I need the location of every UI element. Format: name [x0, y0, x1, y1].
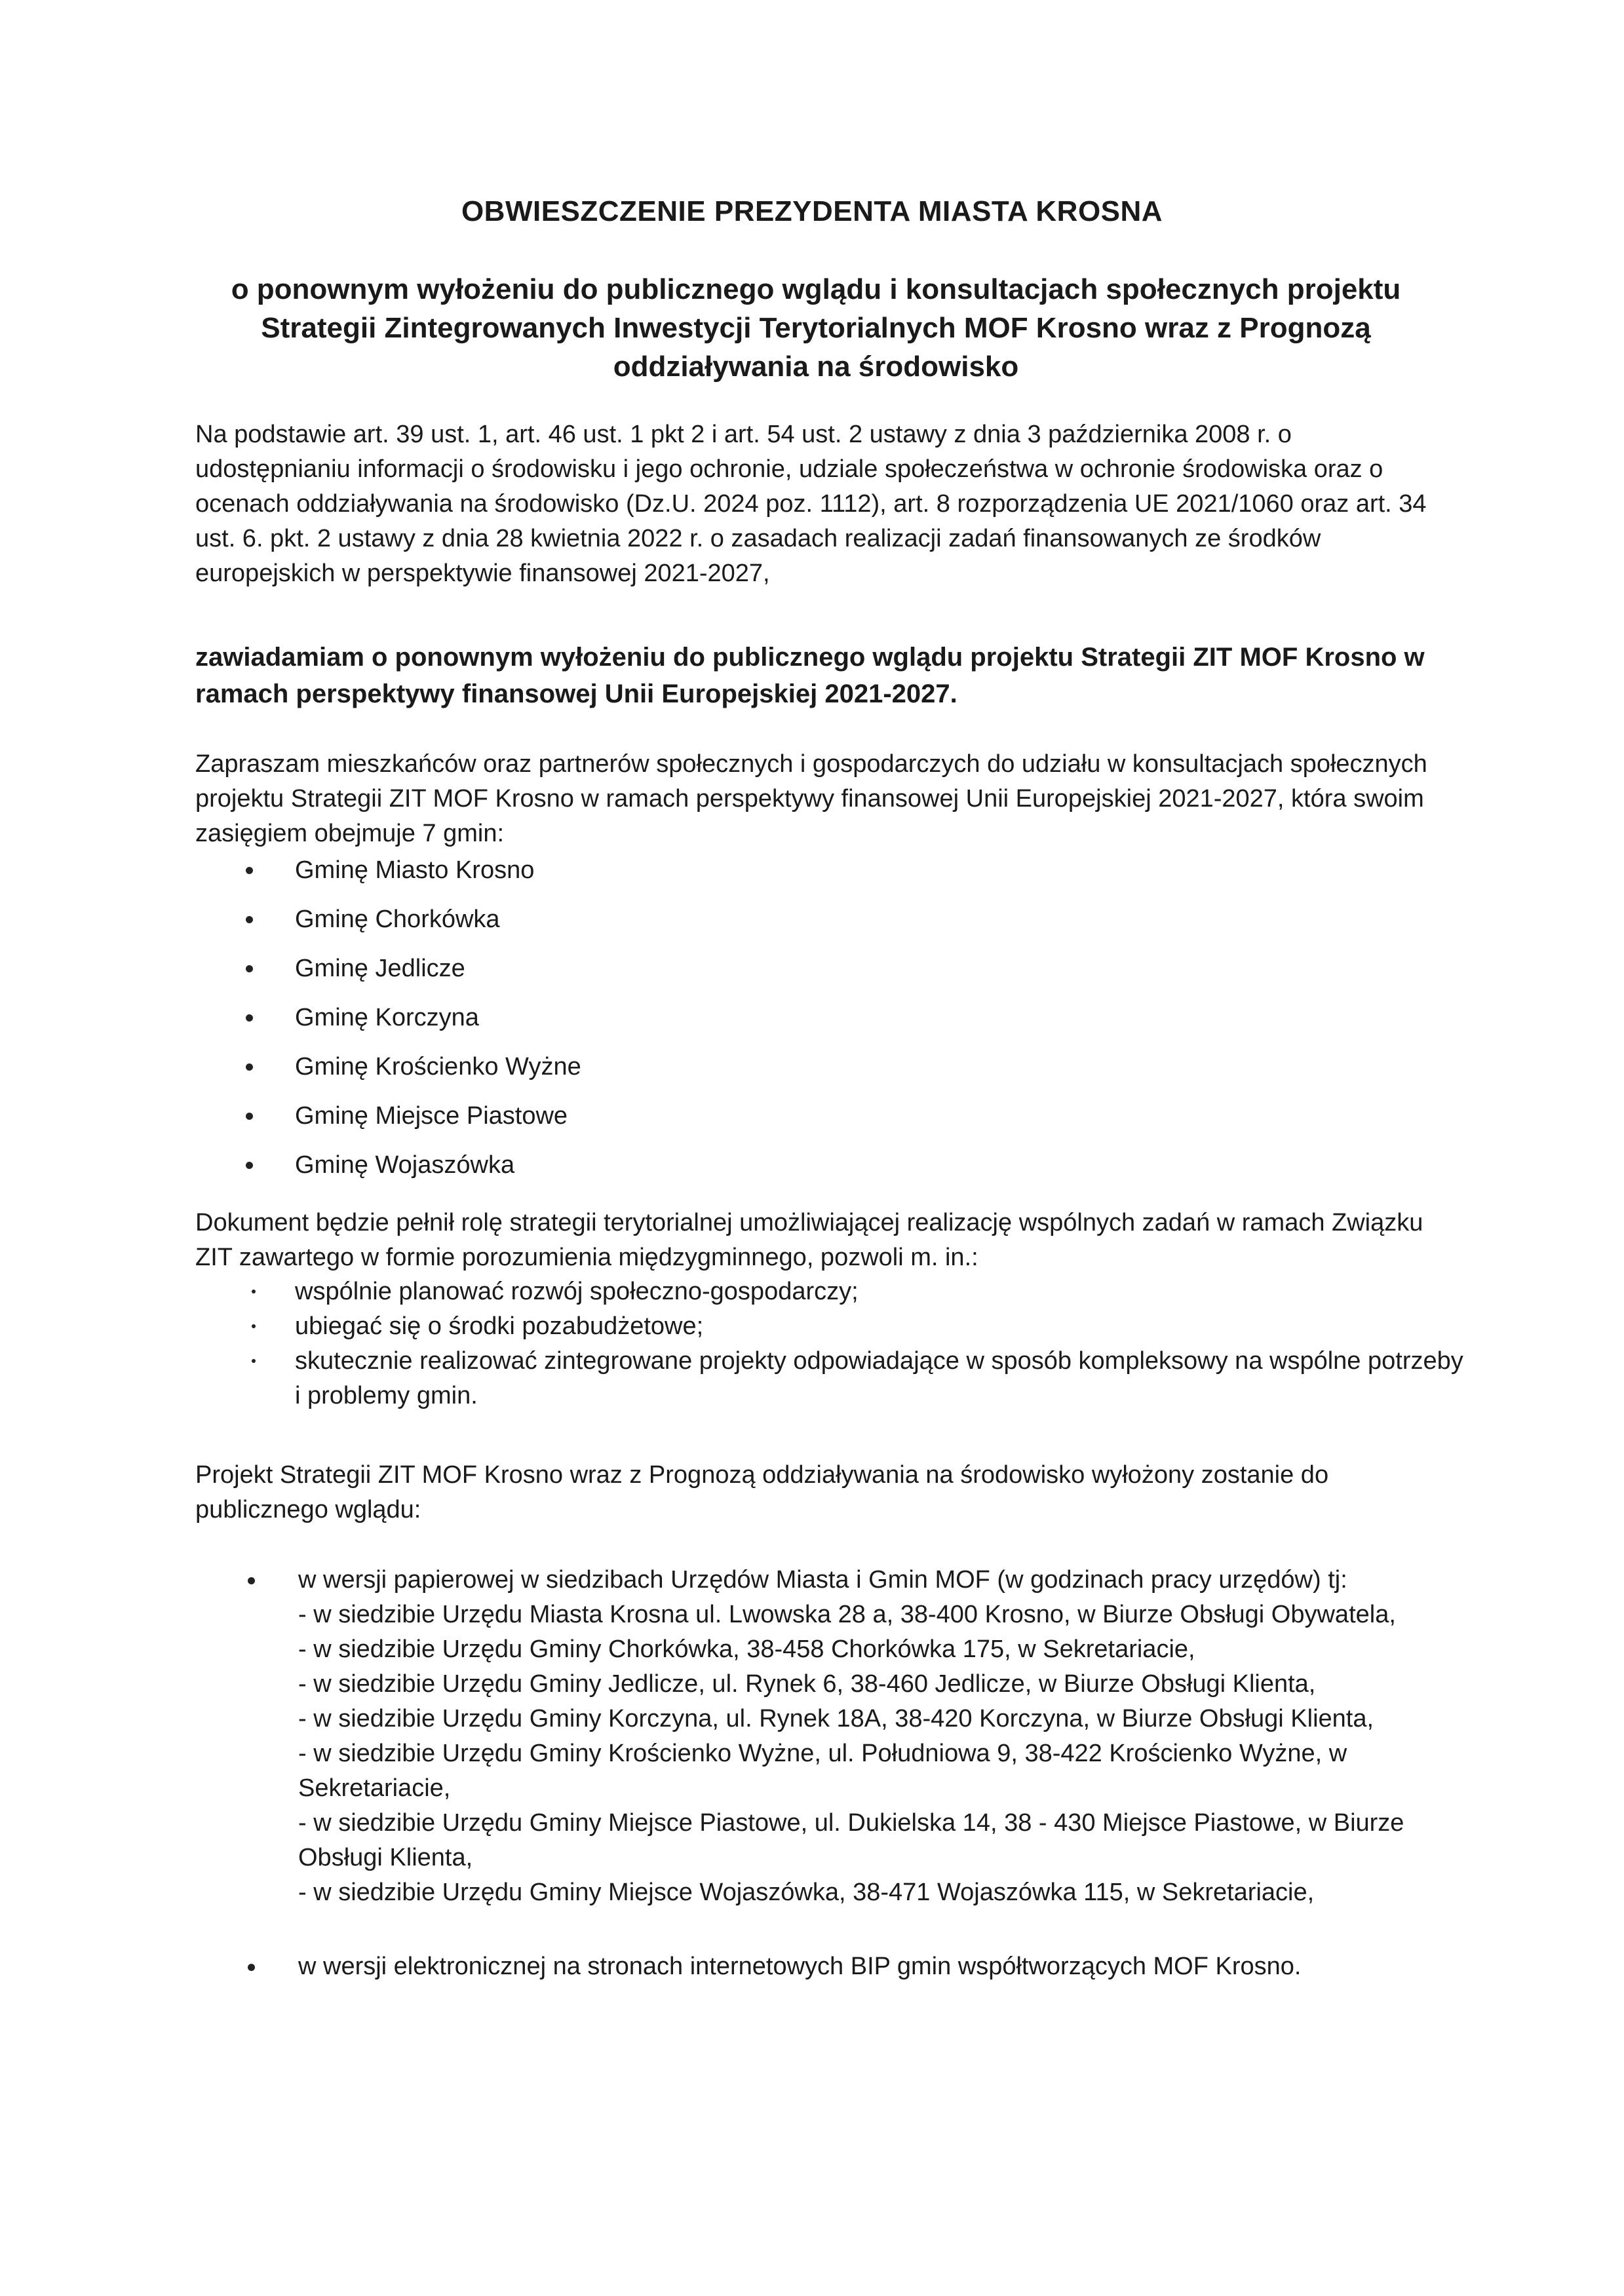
list-item — [242, 1050, 581, 1099]
list-item — [242, 1099, 581, 1148]
electronic-version-text: w wersji elektronicznej na stronach internetowych BIP gmin współtworzących MOF Krosno. — [298, 1953, 1302, 1980]
municipality-list — [242, 853, 581, 1197]
office-item: - w siedzibie Urzędu Gminy Miejsce Wojaszówka, 38-471 Wojaszówka 115, w Sekretariacie, — [298, 1879, 1315, 1906]
bullet-icon — [246, 1113, 253, 1120]
benefit-text: skutecznie realizować zintegrowane projekty odpowiadające w sposób kompleksowy na wspólne potrzeby i problemy gmin. — [295, 1347, 1463, 1409]
office-item: - w siedzibie Urzędu Gminy Miejsce Piastowe, ul. Dukielska 14, 38 - 430 Miejsce Piastowe, w Biurze Obsługi Klienta, — [298, 1809, 1404, 1871]
list-item — [242, 902, 581, 951]
list-item — [249, 1274, 1468, 1309]
office-list — [298, 1598, 1475, 1910]
municipality-name: Gminę Korczyna — [295, 1004, 479, 1031]
bullet-icon — [248, 1577, 255, 1584]
municipality-name: Gminę Krościenko Wyżne — [295, 1053, 581, 1081]
benefit-text: wspólnie planować rozwój społeczno-gospodarczy; — [295, 1278, 859, 1305]
bullet-icon — [246, 965, 253, 972]
municipality-name: Gminę Miasto Krosno — [295, 856, 535, 884]
bullet-icon — [252, 1324, 256, 1328]
list-item — [249, 1344, 1468, 1413]
list-item — [242, 1949, 1475, 1984]
office-item: - w siedzibie Urzędu Gminy Chorkówka, 38-458 Chorkówka 175, w Sekretariacie, — [298, 1636, 1195, 1663]
office-item: - w siedzibie Urzędu Gminy Korczyna, ul. Rynek 18A, 38-420 Korczyna, w Biurze Obsługi Klienta, — [298, 1705, 1374, 1732]
bullet-icon — [246, 1063, 253, 1071]
list-item — [242, 1148, 581, 1197]
list-item — [249, 1309, 1468, 1344]
bullet-icon — [246, 867, 253, 874]
document-title: OBWIESZCZENIE PREZYDENTA MIASTA KROSNA — [461, 195, 1163, 227]
legal-basis-paragraph: Na podstawie art. 39 ust. 1, art. 46 ust. 1 pkt 2 i art. 54 ust. 2 ustawy z dnia 3 października 2008 r. o udostępnianiu informacji o środowisku i jego ochronie, udziale społeczeństwa w ochronie środowiska oraz o ocenach oddziaływania na środowisko (Dz.U. 2024 poz. 1112), art. 8 rozporządzenia UE 2021/1060 oraz art. 34 ust. 6. pkt. 2 ustawy z dnia 28 kwietnia 2022 r. o zasadach realizacji zadań finansowanych ze środków europejskich w perspektywie finansowej 2021-2027, — [195, 421, 1427, 587]
bullet-icon — [252, 1290, 256, 1293]
bullet-icon — [246, 916, 253, 923]
bullet-icon — [246, 1162, 253, 1169]
bullet-icon — [246, 1014, 253, 1022]
announcement-paragraph: zawiadamiam o ponownym wyłożeniu do publicznego wglądu projektu Strategii ZIT MOF Krosno w ramach perspektywy finansowej Unii Europejskiej 2021-2027. — [195, 643, 1425, 708]
list-item — [242, 1563, 1475, 1910]
bullet-icon — [248, 1964, 255, 1971]
list-item — [242, 951, 581, 1001]
document-subtitle: o ponownym wyłożeniu do publicznego wglądu i konsultacjach społecznych projektu Strategii Zintegrowanych Inwestycji Terytorialnych MOF Krosno wraz z Prognozą oddziaływania na środowisko — [231, 273, 1401, 383]
office-item: - w siedzibie Urzędu Miasta Krosna ul. Lwowska 28 a, 38-400 Krosno, w Biurze Obsługi Obywatela, — [298, 1601, 1396, 1628]
invitation-paragraph: Zapraszam mieszkańców oraz partnerów społecznych i gospodarczych do udziału w konsultacjach społecznych projektu Strategii ZIT MOF Krosno w ramach perspektywy finansowej Unii Europejskiej 2021-2027, która swoim zasięgiem obejmuje 7 gmin: — [195, 750, 1427, 847]
project-availability-paragraph: Projekt Strategii ZIT MOF Krosno wraz z Prognozą oddziaływania na środowisko wyłożony zostanie do publicznego wglądu: — [195, 1461, 1329, 1523]
availability-versions-list — [242, 1563, 1475, 1984]
list-item — [242, 1001, 581, 1050]
office-item: - w siedzibie Urzędu Gminy Jedlicze, ul. Rynek 6, 38-460 Jedlicze, w Biurze Obsługi Klienta, — [298, 1670, 1316, 1698]
bullet-icon — [252, 1359, 256, 1363]
municipality-name: Gminę Jedlicze — [295, 955, 465, 982]
document-role-paragraph: Dokument będzie pełnił rolę strategii terytorialnej umożliwiającej realizację wspólnych zadań w ramach Związku ZIT zawartego w formie porozumienia międzygminnego, pozwoli m. in.: — [195, 1209, 1423, 1271]
benefits-list — [249, 1274, 1468, 1413]
municipality-name: Gminę Chorkówka — [295, 906, 500, 933]
list-item — [242, 853, 581, 902]
municipality-name: Gminę Wojaszówka — [295, 1151, 515, 1179]
paper-version-intro: w wersji papierowej w siedzibach Urzędów Miasta i Gmin MOF (w godzinach pracy urzędów) tj: — [298, 1566, 1347, 1594]
municipality-name: Gminę Miejsce Piastowe — [295, 1102, 568, 1130]
office-item: - w siedzibie Urzędu Gminy Krościenko Wyżne, ul. Południowa 9, 38-422 Krościenko Wyżne, w Sekretariacie, — [298, 1740, 1347, 1802]
benefit-text: ubiegać się o środki pozabudżetowe; — [295, 1312, 704, 1340]
